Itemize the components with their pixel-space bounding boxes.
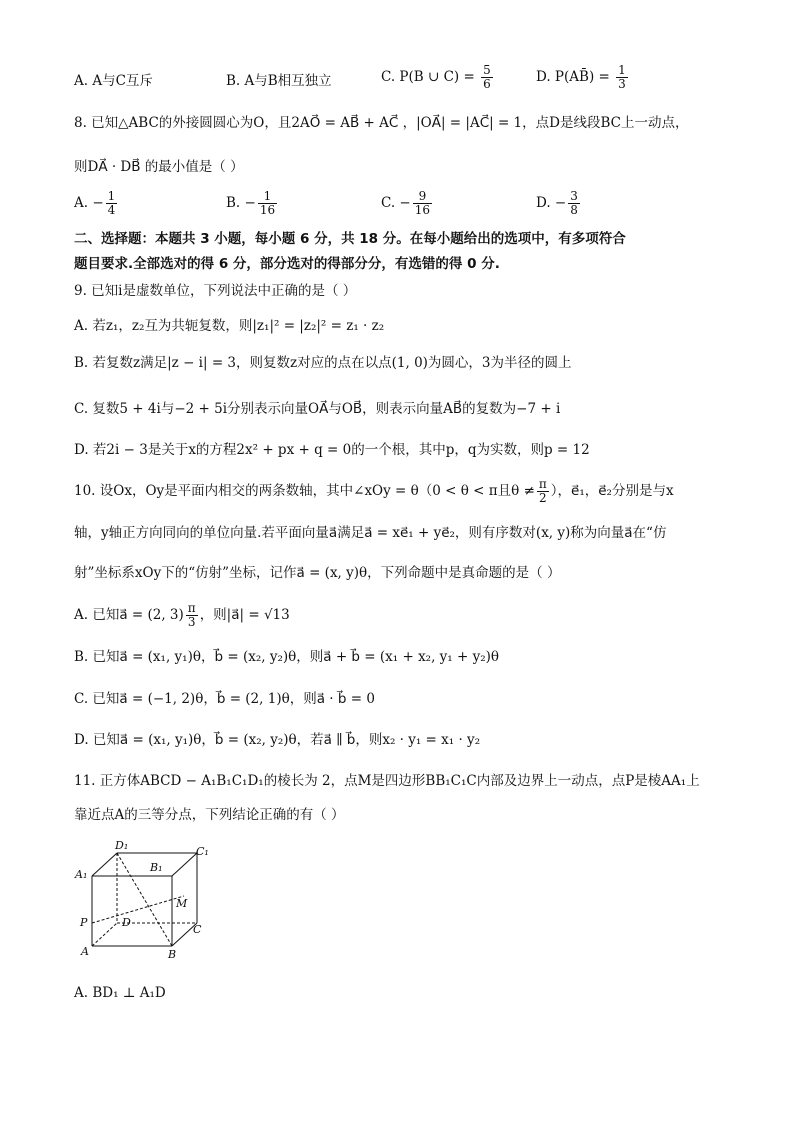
- q7-option-d: [536, 64, 630, 91]
- q10-option-a: [74, 602, 290, 629]
- q9-option-c: C. 复数5 + 4i与−2 + 5i分别表示向量OA⃗与OB⃗，则表示向量AB⃗的复数为−7 + i: [74, 401, 561, 417]
- fraction-numerator: 3: [570, 189, 578, 203]
- q8-option-d-label: D. −: [536, 195, 567, 211]
- vertex-label-c: C: [193, 923, 202, 936]
- q10-option-b: B. 已知a⃗ = (x₁, y₁)θ，b⃗ = (x₂, y₂)θ，则a⃗ + b⃗ = (x₁ + x₂, y₁ + y₂)θ: [74, 649, 500, 665]
- q7-option-b: B. A与B相互独立: [226, 73, 332, 89]
- q9-option-d: D. 若2i − 3是关于x的方程2x² + px + q = 0的一个根，其中p，q为实数，则p = 12: [74, 442, 590, 458]
- fraction-denominator: 3: [618, 77, 626, 91]
- q11-option-a: A. BD₁ ⊥ A₁D: [74, 985, 166, 1001]
- q10-option-a-text: A. 已知a⃗ = (2, 3): [74, 607, 184, 623]
- vertex-label-d1: D₁: [115, 839, 129, 852]
- q10-option-a-text-end: ，则|a⃗| = √13: [199, 607, 290, 623]
- fraction-numerator: 1: [618, 63, 626, 77]
- q10-stem-line1: [74, 478, 674, 505]
- q9-option-b: B. 若复数z满足|z − i| = 3，则复数z对应的点在以点(1, 0)为圆心，3为半径的圆上: [74, 355, 572, 371]
- q8-stem-line2: 则DA⃗ · DB⃗ 的最小值是（ ）: [74, 159, 244, 175]
- fraction-denominator: 16: [259, 203, 276, 217]
- fraction: [186, 602, 198, 629]
- fraction-denominator: 8: [570, 203, 578, 217]
- q10-stem-line1-text: 10. 设Ox，Oy是平面内相交的两条数轴，其中∠xOy = θ（0 < θ < π且θ ≠: [74, 483, 535, 499]
- q8-option-d: [536, 190, 582, 217]
- q7-option-a: A. A与C互斥: [74, 73, 153, 89]
- q9-stem: 9. 已知i是虚数单位，下列说法中正确的是（ ）: [74, 283, 357, 299]
- q8-option-b-label: B. −: [226, 195, 256, 211]
- fraction: [568, 190, 580, 217]
- fraction-numerator: π: [538, 477, 547, 491]
- q8-option-a-label: A. −: [74, 195, 104, 211]
- fraction: [537, 478, 549, 505]
- vertex-label-c1: C₁: [196, 845, 209, 858]
- q9-option-a: A. 若z₁，z₂互为共轭复数，则|z₁|² = |z₂|² = z₁ · z₂: [74, 318, 385, 334]
- fraction-numerator: π: [187, 601, 196, 615]
- fraction-denominator: 3: [187, 615, 196, 629]
- section-heading-line1: 二、选择题：本题共 3 小题，每小题 6 分，共 18 分。在每小题给出的选项中，有多项符合: [74, 231, 626, 247]
- fraction: [481, 64, 493, 91]
- vertex-label-b1: B₁: [150, 861, 163, 874]
- fraction-denominator: 4: [107, 203, 116, 217]
- q8-stem-line1: 8. 已知△ABC的外接圆圆心为O，且2AO⃗ = AB⃗ + AC⃗ ，|OA⃗| = |AC⃗| = 1，点D是线段BC上一动点，: [74, 115, 689, 131]
- cube-figure: [72, 838, 212, 963]
- fraction-denominator: 16: [414, 203, 431, 217]
- point-label-p: P: [80, 916, 88, 929]
- q7-option-d-text: D. P(AB̄) =: [536, 69, 610, 85]
- fraction: [106, 190, 118, 217]
- point-label-m: M: [176, 897, 188, 910]
- fraction: [413, 190, 432, 217]
- fraction-numerator: 1: [107, 189, 116, 203]
- fraction: [616, 64, 628, 91]
- q8-option-c-label: C. −: [381, 195, 411, 211]
- vertex-label-a1: A₁: [75, 868, 88, 881]
- q10-option-c: C. 已知a⃗ = (−1, 2)θ，b⃗ = (2, 1)θ，则a⃗ · b⃗ = 0: [74, 691, 375, 707]
- q7-option-c: [381, 64, 495, 91]
- fraction-denominator: 2: [539, 491, 547, 505]
- fraction-denominator: 6: [483, 77, 491, 91]
- vertex-label-b: B: [168, 948, 177, 961]
- vertex-label-d: D: [122, 916, 131, 929]
- fraction: [258, 190, 277, 217]
- q8-option-b: [226, 190, 279, 217]
- q11-stem-line2: 靠近点A的三等分点，下列结论正确的有（ ）: [74, 807, 345, 823]
- fraction-numerator: 9: [413, 190, 432, 204]
- fraction-numerator: 5: [483, 63, 491, 77]
- q8-option-c: [381, 190, 434, 217]
- q10-stem-line1-text-end: ），e⃗₁，e⃗₂分别是与x: [550, 483, 674, 499]
- q8-option-a: [74, 190, 119, 217]
- q10-stem-line3: 射”坐标系xOy下的“仿射”坐标，记作a⃗ = (x, y)θ，下列命题中是真命题的是（ ）: [74, 565, 561, 581]
- q10-option-d: D. 已知a⃗ = (x₁, y₁)θ，b⃗ = (x₂, y₂)θ，若a⃗ ∥ b⃗，则x₂ · y₁ = x₁ · y₂: [74, 732, 481, 748]
- fraction-numerator: 1: [258, 190, 277, 204]
- q10-stem-line2: 轴，y轴正方向同向的单位向量.若平面向量a⃗满足a⃗ = xe⃗₁ + ye⃗₂，则有序数对(x, y)称为向量a⃗在“仿: [74, 525, 667, 541]
- vertex-label-a: A: [81, 945, 89, 958]
- q11-stem-line1: 11. 正方体ABCD − A₁B₁C₁D₁的棱长为 2，点M是四边形BB₁C₁C内部及边界上一动点，点P是棱AA₁上: [74, 773, 700, 789]
- section-heading-line2: 题目要求.全部选对的得 6 分，部分选对的得部分分，有选错的得 0 分.: [74, 256, 500, 272]
- q7-option-c-text: C. P(B ∪ C) =: [381, 69, 475, 85]
